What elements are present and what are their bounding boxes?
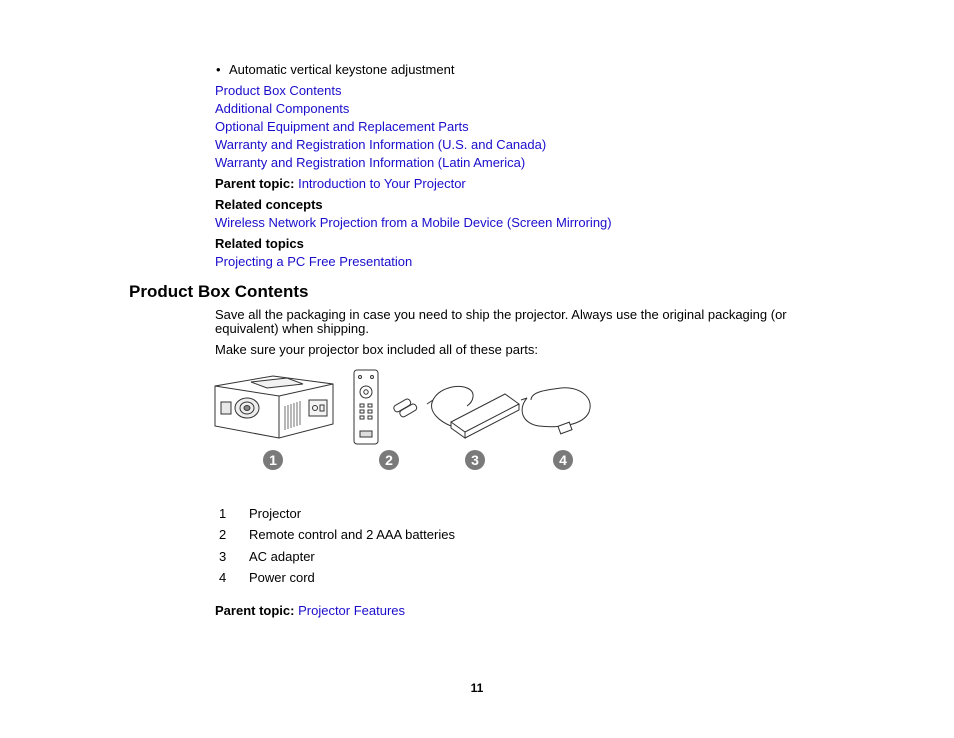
callout-1: 1 [263,450,283,470]
bullet-marker: • [216,62,221,77]
batteries-drawing [393,398,418,418]
link-wireless-projection[interactable]: Wireless Network Projection from a Mobile Device (Screen Mirroring) [215,215,612,230]
link-optional-equipment[interactable]: Optional Equipment and Replacement Parts [215,119,469,134]
paragraph-packaging-line1: Save all the packaging in case you need to ship the projector. Always use the original packaging (or [215,307,787,322]
ac-adapter-drawing [427,387,519,439]
parent-topic-label: Parent topic: [215,176,295,191]
part-number: 2 [219,527,227,542]
link-projector-features[interactable]: Projector Features [298,603,406,618]
bullet-text: Automatic vertical keystone adjustment [229,62,455,77]
footer-parent-topic [215,603,405,619]
link-introduction[interactable]: Introduction to Your Projector [298,176,466,191]
link-warranty-latin-america[interactable]: Warranty and Registration Information (Latin America) [215,155,526,170]
callout-4: 4 [553,450,573,470]
remote-control-drawing [354,370,378,444]
paragraph-packaging-line2: equivalent) when shipping. [215,321,369,336]
callout-2: 2 [379,450,399,470]
link-additional-components[interactable]: Additional Components [215,101,350,116]
parent-topic [215,176,466,192]
part-number: 3 [219,549,227,564]
power-cord-drawing [521,388,590,434]
page-number: 11 [470,681,484,695]
callout-3: 3 [465,450,485,470]
part-label: AC adapter [249,549,315,564]
footer-parent-topic-label: Parent topic: [215,603,295,618]
link-pc-free-presentation[interactable]: Projecting a PC Free Presentation [215,254,413,269]
part-label: Projector [249,506,302,521]
part-label: Remote control and 2 AAA batteries [249,527,455,542]
part-label: Power cord [249,570,315,585]
part-number: 4 [219,570,227,585]
link-product-box-contents[interactable]: Product Box Contents [215,83,342,98]
part-number: 1 [219,506,227,521]
related-concepts-heading: Related concepts [215,197,323,212]
paragraph-box-check: Make sure your projector box included all of these parts: [215,342,539,357]
section-title: Product Box Contents [129,282,309,301]
link-warranty-us-canada[interactable]: Warranty and Registration Information (U.S. and Canada) [215,137,547,152]
projector-drawing [215,376,333,438]
related-topics-heading: Related topics [215,236,304,251]
